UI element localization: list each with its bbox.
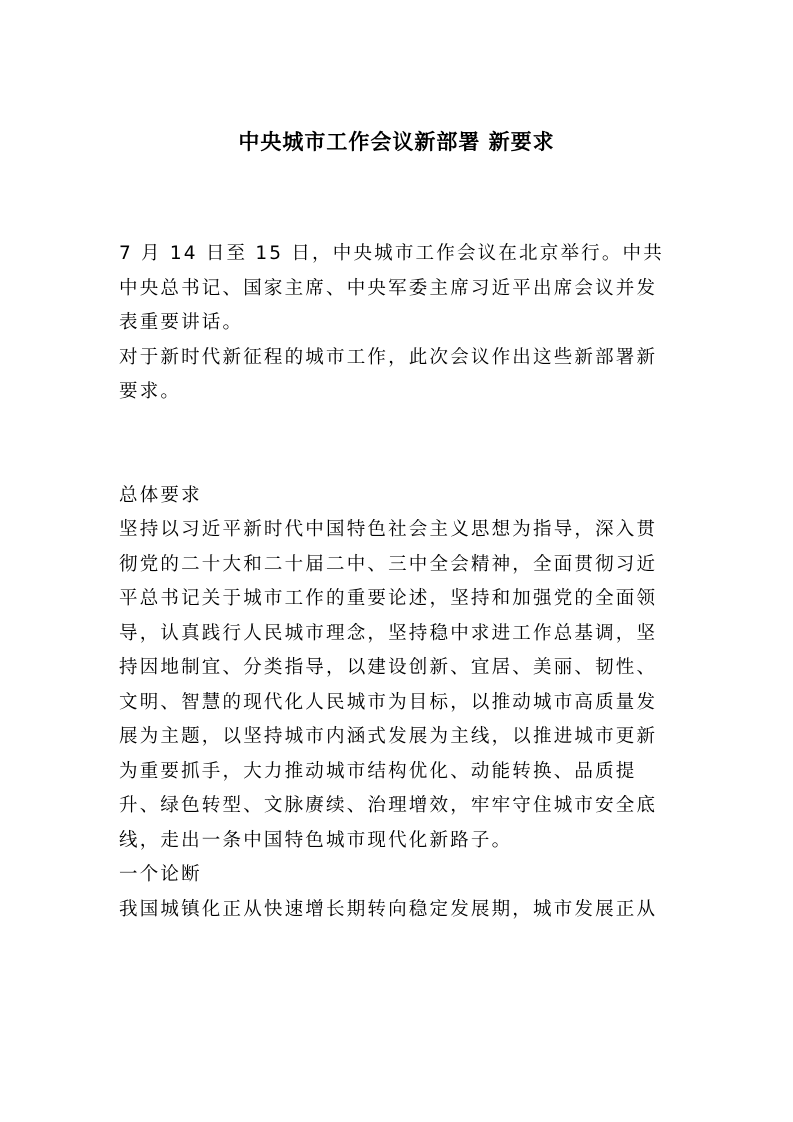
section-paragraph: 坚持以习近平新时代中国特色社会主义思想为指导，深入贯彻党的二十大和二十届二中、三中全会精神，全面贯彻习近平总书记关于城市工作的重要论述，坚持和加强党的全面领导，认真践行人民城市理念，坚持稳中求进工作总基调，坚持因地制宜、分类指导，以建设创新、宜居、美丽、韧性、文明、智慧的现代化人民城市为目标，以推动城市高质量发展为主题，以坚持城市内涵式发展为主线，以推进城市更新为重要抓手，大力推动城市结构优化、动能转换、品质提升、绿色转型、文脉赓续、治理增效，牢牢守住城市安全底线，走出一条中国特色城市现代化新路子。: [119, 519, 658, 851]
section-heading: 一个论断: [119, 864, 202, 885]
page-title: 中央城市工作会议新部署 新要求: [238, 130, 555, 154]
paragraph-spacer: [119, 410, 675, 479]
intro-paragraph: 对于新时代新征程的城市工作，此次会议作出这些新部署新要求。: [119, 346, 658, 402]
intro-paragraph: 7 月 14 日至 15 日，中央城市工作会议在北京举行。中共中央总书记、国家主席、中央军委主席习近平出席会议并发表重要讲话。: [119, 243, 664, 333]
document-body: [119, 237, 675, 927]
section-paragraph: 我国城镇化正从快速增长期转向稳定发展期，城市发展正从: [119, 898, 658, 920]
section-heading: 总体要求: [119, 484, 202, 506]
